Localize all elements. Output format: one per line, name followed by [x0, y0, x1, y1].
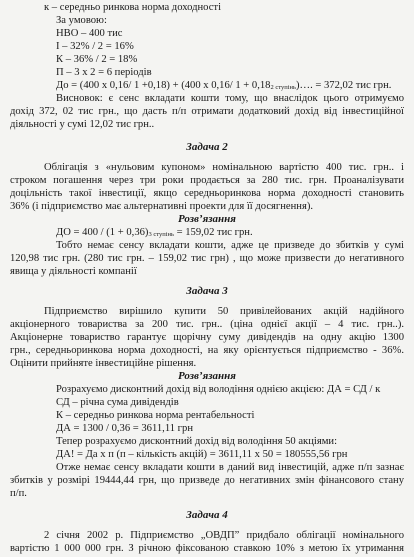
- text-line: збитків у розмірі 19444,44 грн, що призведе до негативних змін фінансового стану: [10, 475, 404, 486]
- task-heading: Задача 2: [186, 141, 228, 153]
- text-line: к – середньо ринкова норма доходності: [44, 2, 222, 13]
- formula-subscript: 3 ступінь: [148, 231, 174, 238]
- text-line: вартістю 1 000 000 грн. З річною фіксованою ставкою 10% з метою їх утримання: [10, 543, 404, 554]
- text-line: Тепер розрахуємо дисконтний дохід від володіння 50 акціями:: [56, 436, 338, 447]
- text-line: Оцінити прийняте інвестиційне рішення.: [10, 358, 197, 369]
- text-line: акціонерного товариства за 200 тис. грн.. (ціна однієї акції – 4 тис. грн..).: [10, 319, 404, 330]
- formula-result: )…. = 372,02 тис грн.: [295, 80, 392, 91]
- formula-subscript: 2 ступінь: [270, 84, 296, 91]
- text-line: Акціонерне товариство гарантує щорічну суму дивідендів на одну акцію 1300: [10, 332, 404, 343]
- text-line: За умовою:: [56, 15, 107, 26]
- text-line: Тобто немає сенсу вкладати кошти, адже це призведе до збитків у сумі: [56, 240, 404, 251]
- text-line: 2 січня 2002 р. Підприємство „ОВДП” придбало облігації номінального: [44, 530, 404, 541]
- text-line: І – 32% / 2 = 16%: [56, 41, 134, 52]
- text-line: дохід 372, 02 тис грн., що дасть п/п отримати додатковий дохід від інвестиційної: [10, 106, 404, 117]
- solution-heading: Розв’язання: [178, 370, 236, 382]
- text-line: діяльності у сумі 12,02 тис грн..: [10, 119, 155, 130]
- task-heading: Задача 4: [186, 509, 228, 521]
- text-line: явища у діяльності компанії: [10, 266, 137, 277]
- solution-heading: Розв’язання: [178, 213, 236, 225]
- text-line: ДА! = Да х п (п – кількість акцій) = 3611,11 х 50 = 180555,56 грн: [56, 449, 348, 460]
- text-line: 36% (і підприємство має альтернативні проекти для її досягнення).: [10, 201, 314, 212]
- text-line: Розрахуємо дисконтний дохід від володіння однією акцією: ДА = СД / к: [56, 384, 381, 395]
- text-line: СД – річна сума дивідендів: [56, 397, 179, 408]
- text-line: 120,98 тис грн. (280 тис грн. – 159,02 тис грн) , що може призвести до негативного: [10, 253, 404, 264]
- formula-main: До = (400 х 0,16/ 1 +0,18) + (400 х 0,16/ 1 + 0,18: [56, 80, 271, 91]
- formula-main: ДО = 400 / (1 + 0,36): [56, 227, 149, 238]
- text-line: ДА = 1300 / 0,36 = 3611,11 грн: [56, 423, 193, 434]
- text-line: НВО – 400 тис: [56, 28, 123, 39]
- text-line: К – 36% / 2 = 18%: [56, 54, 138, 65]
- text-line: К – середньо ринкова норма рентабельності: [56, 410, 255, 421]
- text-line: Отже немає сенсу вкладати кошти в даний вид інвестицій, адже п/п зазнає: [56, 462, 404, 473]
- text-line: п/п.: [10, 488, 27, 499]
- text-line: П – 3 х 2 = 6 періодів: [56, 67, 152, 78]
- task-heading: Задача 3: [186, 285, 228, 297]
- text-line: доцільність такої інвестиції, якщо середньоринкова норма доходності становить: [10, 188, 404, 199]
- formula-result: = 159,02 тис грн.: [176, 227, 253, 238]
- text-line: строком погашення через три роки продається за 280 тис. грн. Проаналізувати: [10, 175, 404, 186]
- text-line: Підприємство вирішило купити 50 привілейованих акцій надійного: [44, 306, 404, 317]
- text-line: Облігація з «нульовим купоном» номінальною вартістю 400 тис. грн.. і: [44, 162, 404, 173]
- text-line: Висновок: є сенс вкладати кошти тому, що внаслідок цього отримуємо: [56, 93, 404, 104]
- text-line: грн., середньоринкова норма доходності, на яку орієнтується підприємство - 36%.: [10, 345, 404, 356]
